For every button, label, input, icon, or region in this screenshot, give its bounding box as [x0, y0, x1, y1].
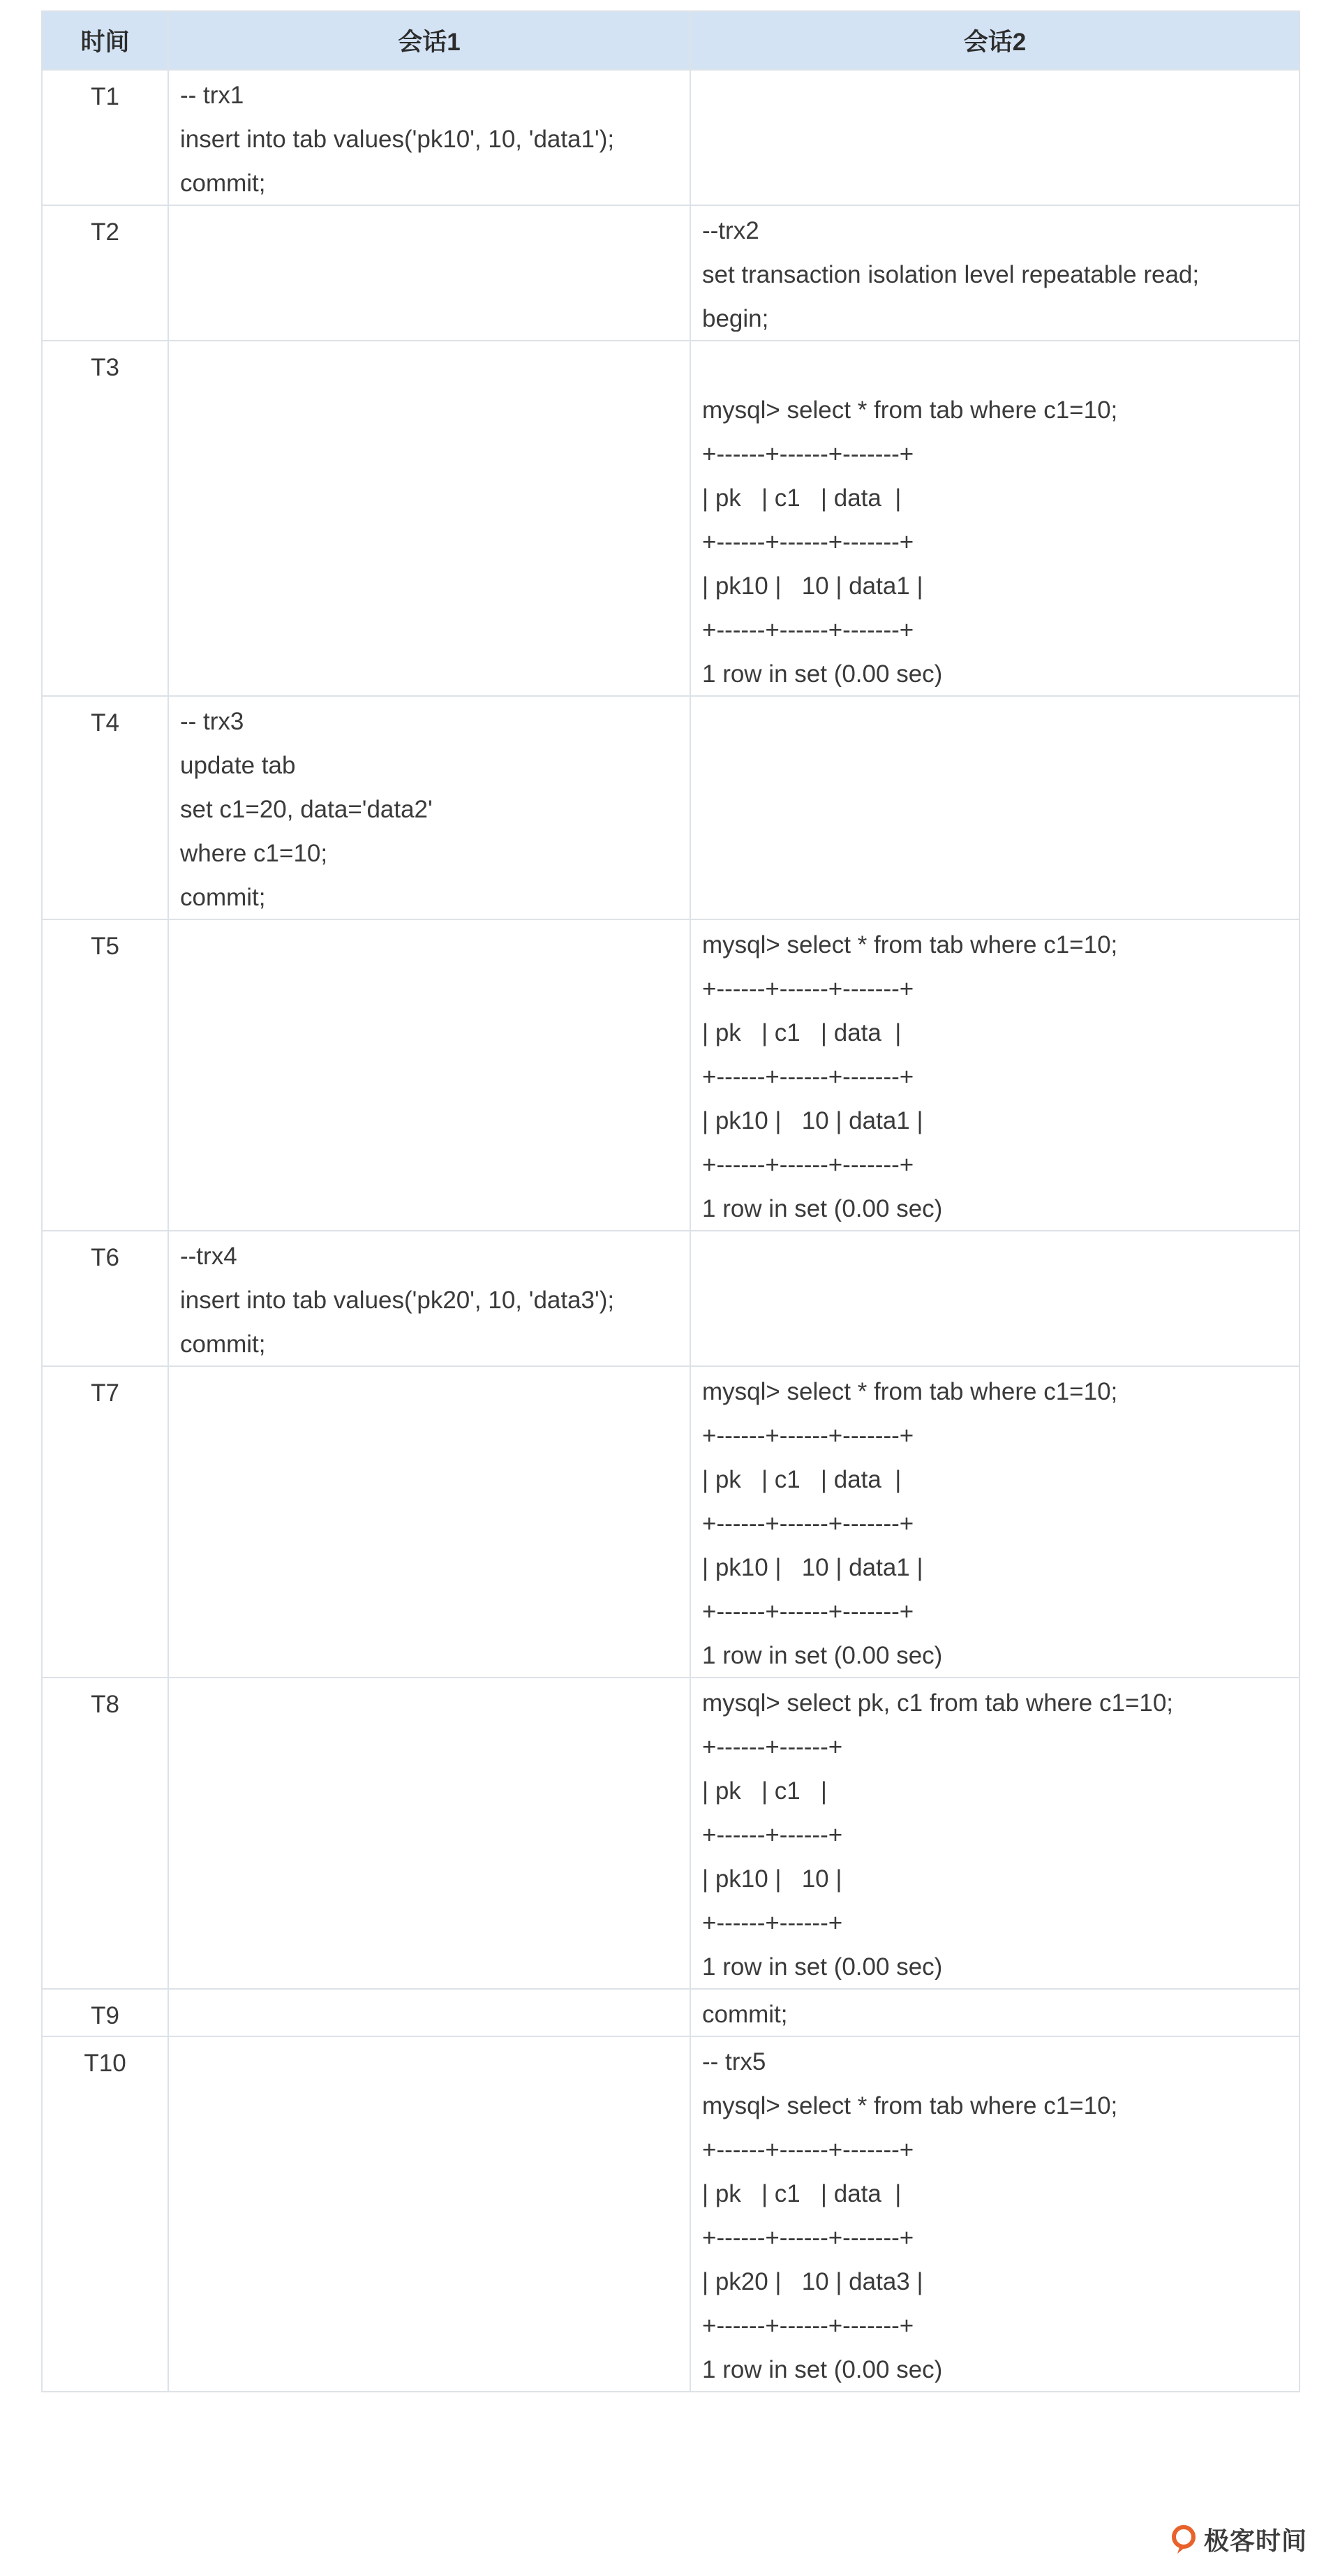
code-line: where c1=10; — [180, 841, 328, 867]
brand-logo — [1170, 2522, 1307, 2557]
session2-cell — [690, 1366, 1300, 1678]
table-row — [42, 341, 1300, 696]
code-line: +------+------+-------+ — [702, 977, 914, 1002]
session2-cell — [690, 341, 1300, 696]
header-session2: 会话2 — [690, 11, 1300, 70]
table-row — [42, 919, 1300, 1231]
code-line: +------+------+-------+ — [702, 2138, 914, 2163]
code-line: +------+------+-------+ — [702, 618, 914, 644]
time-cell: T1 — [42, 70, 168, 205]
table-row — [42, 205, 1300, 341]
code-line: 1 row in set (0.00 sec) — [702, 1955, 943, 1980]
code-line: +------+------+ — [702, 1911, 843, 1937]
code-line: +------+------+-------+ — [702, 2226, 914, 2251]
code-line: mysql> select pk, c1 from tab where c1=10; — [702, 1691, 1174, 1717]
table-row — [42, 2036, 1300, 2392]
session2-cell — [690, 205, 1300, 341]
code-line: +------+------+ — [702, 1735, 843, 1761]
code-line: insert into tab values('pk20', 10, 'data3'); — [180, 1288, 615, 1314]
session2-cell — [690, 1231, 1300, 1366]
time-cell: T2 — [42, 205, 168, 341]
header-session1: 会话1 — [168, 11, 690, 70]
code-line: --trx2 — [702, 219, 759, 244]
session1-cell — [168, 1366, 690, 1678]
time-cell: T10 — [42, 2036, 168, 2392]
header-time: 时间 — [42, 11, 168, 70]
code-line: mysql> select * from tab where c1=10; — [702, 933, 1118, 958]
geektime-logo-icon — [1170, 2524, 1198, 2555]
code-line: update tab — [180, 753, 296, 779]
code-line: | pk | c1 | data | — [702, 1021, 902, 1046]
session1-cell — [168, 1678, 690, 1989]
code-line: commit; — [180, 1332, 266, 1357]
code-line: mysql> select * from tab where c1=10; — [702, 2094, 1118, 2119]
code-line: -- trx3 — [180, 709, 244, 735]
code-line: -- trx5 — [702, 2050, 766, 2075]
session1-cell — [168, 1989, 690, 2036]
code-line: +------+------+-------+ — [702, 1511, 914, 1537]
time-cell: T4 — [42, 696, 168, 919]
code-line: | pk10 | 10 | data1 | — [702, 574, 923, 600]
time-cell: T5 — [42, 919, 168, 1231]
code-line: 1 row in set (0.00 sec) — [702, 1197, 943, 1222]
code-line: begin; — [702, 306, 769, 332]
session2-cell — [690, 1989, 1300, 2036]
time-cell: T8 — [42, 1678, 168, 1989]
code-line: | pk10 | 10 | data1 | — [702, 1109, 923, 1134]
table-row — [42, 1231, 1300, 1366]
code-line: --trx4 — [180, 1244, 237, 1270]
table-row — [42, 70, 1300, 205]
table-row — [42, 1989, 1300, 2036]
code-line: commit; — [180, 885, 266, 910]
code-line: | pk10 | 10 | data1 | — [702, 1555, 923, 1581]
code-line: | pk10 | 10 | — [702, 1867, 842, 1893]
code-line: -- trx1 — [180, 83, 244, 109]
transaction-timeline-table — [41, 10, 1300, 2392]
table-header-row — [42, 11, 1300, 70]
code-line: commit; — [180, 171, 266, 196]
code-line: +------+------+-------+ — [702, 1153, 914, 1178]
code-line: +------+------+-------+ — [702, 1065, 914, 1090]
code-line: | pk | c1 | data | — [702, 486, 902, 512]
session1-cell — [168, 205, 690, 341]
session1-cell — [168, 919, 690, 1231]
time-cell: T6 — [42, 1231, 168, 1366]
code-line: | pk | c1 | data | — [702, 1467, 902, 1493]
table-body — [42, 70, 1300, 2392]
code-line: +------+------+-------+ — [702, 1423, 914, 1449]
code-line: | pk | c1 | — [702, 1779, 827, 1805]
code-line: 1 row in set (0.00 sec) — [702, 2357, 943, 2383]
code-line: insert into tab values('pk10', 10, 'data1'); — [180, 127, 615, 153]
session2-cell — [690, 2036, 1300, 2392]
table-row — [42, 1366, 1300, 1678]
code-line: set c1=20, data='data2' — [180, 797, 433, 823]
session1-cell — [168, 2036, 690, 2392]
code-line: mysql> select * from tab where c1=10; — [702, 398, 1118, 424]
table-row — [42, 696, 1300, 919]
session1-cell — [168, 696, 690, 919]
code-line: set transaction isolation level repeatable read; — [702, 262, 1200, 288]
time-cell: T9 — [42, 1989, 168, 2036]
code-line: +------+------+-------+ — [702, 530, 914, 556]
session1-cell — [168, 341, 690, 696]
code-line: +------+------+ — [702, 1823, 843, 1849]
code-line: mysql> select * from tab where c1=10; — [702, 1379, 1118, 1405]
code-line: commit; — [702, 2002, 788, 2027]
session2-cell — [690, 1678, 1300, 1989]
session2-cell — [690, 919, 1300, 1231]
session1-cell — [168, 1231, 690, 1366]
session2-cell — [690, 696, 1300, 919]
time-cell: T7 — [42, 1366, 168, 1678]
code-line: +------+------+-------+ — [702, 2314, 914, 2339]
code-line: +------+------+-------+ — [702, 442, 914, 468]
session2-cell — [690, 70, 1300, 205]
code-line: 1 row in set (0.00 sec) — [702, 1643, 943, 1668]
code-line: | pk20 | 10 | data3 | — [702, 2270, 923, 2295]
brand-name: 极客时间 — [1203, 2526, 1307, 2555]
table-row — [42, 1678, 1300, 1989]
session1-cell — [168, 70, 690, 205]
time-cell: T3 — [42, 341, 168, 696]
code-line: +------+------+-------+ — [702, 1599, 914, 1625]
code-line: | pk | c1 | data | — [702, 2182, 902, 2207]
code-line — [702, 354, 1288, 398]
code-line: 1 row in set (0.00 sec) — [702, 662, 943, 687]
